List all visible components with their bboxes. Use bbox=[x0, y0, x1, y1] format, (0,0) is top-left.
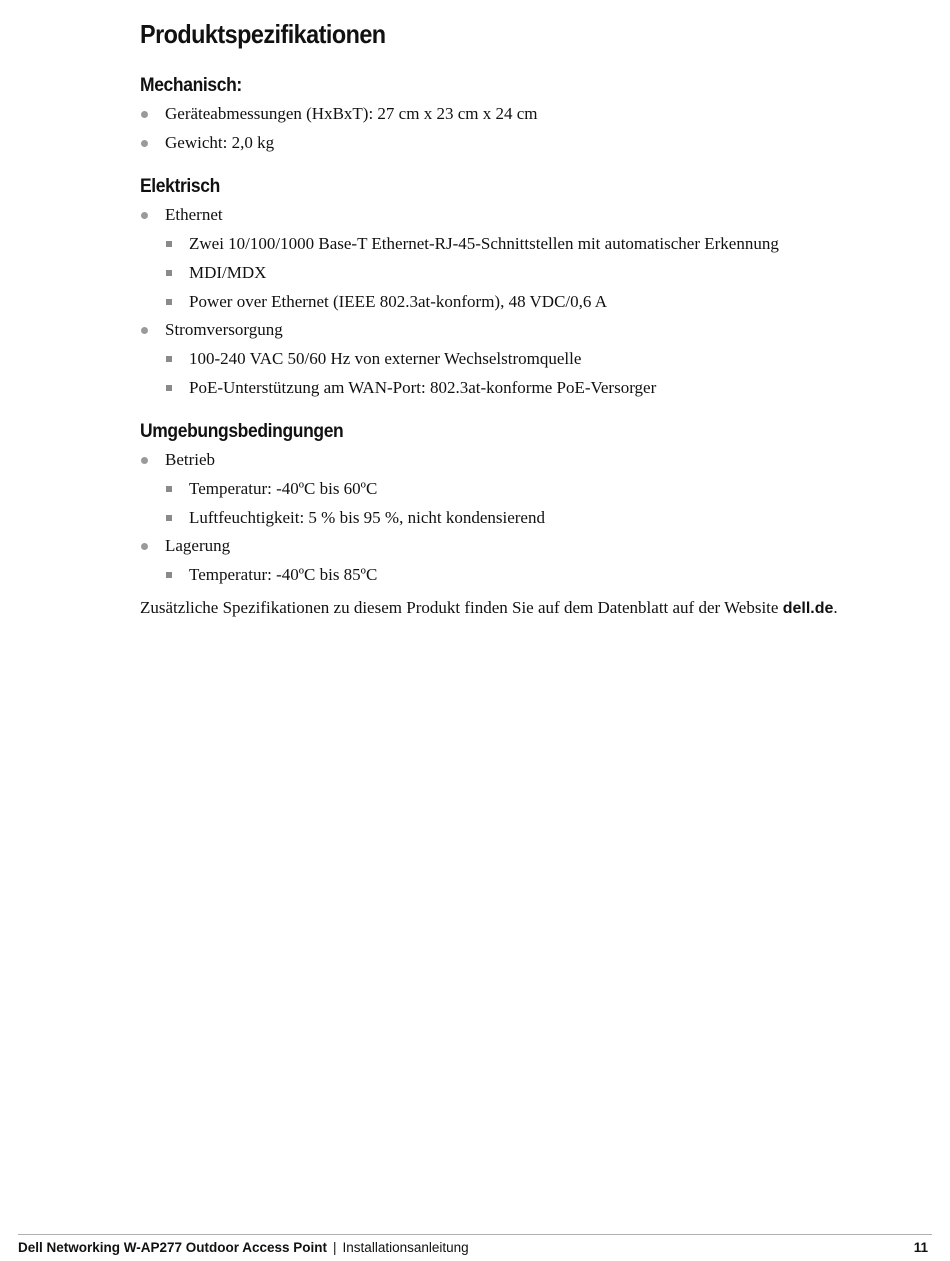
bullet-dot-icon bbox=[141, 327, 148, 334]
sub-list-item-text: Zwei 10/100/1000 Base-T Ethernet-RJ-45-Schnittstellen mit automatischer Erkennung bbox=[189, 234, 779, 254]
electrical-list bbox=[140, 201, 930, 402]
list-item-text: Lagerung bbox=[165, 536, 231, 556]
bullet-dot-icon bbox=[141, 457, 148, 464]
section-heading-mechanical: Mechanisch: bbox=[140, 75, 242, 96]
page-number: 11 bbox=[913, 1240, 928, 1255]
footer-left bbox=[18, 1236, 469, 1260]
sub-list-item-text: Power over Ethernet (IEEE 802.3at-konform), 48 VDC/0,6 A bbox=[189, 291, 607, 311]
bullet-square-icon bbox=[166, 385, 172, 391]
additional-specs-note bbox=[140, 594, 930, 623]
bullet-dot-icon bbox=[141, 212, 148, 219]
bullet-square-icon bbox=[166, 515, 172, 521]
footer-doc-title: Installationsanleitung bbox=[342, 1240, 469, 1255]
section-heading-environment: Umgebungsbedingungen bbox=[140, 421, 344, 443]
footer-separator: | bbox=[333, 1240, 337, 1255]
list-item-text: Gewicht: 2,0 kg bbox=[165, 132, 275, 152]
list-item bbox=[140, 129, 930, 158]
bullet-dot-icon bbox=[141, 140, 148, 147]
page-title: Produktspezifikationen bbox=[140, 19, 386, 49]
sub-list-item-text: PoE-Unterstützung am WAN-Port: 802.3at-konforme PoE-Versorger bbox=[189, 377, 657, 397]
list-item-text: Geräteabmessungen (HxBxT): 27 cm x 23 cm x 24 cm bbox=[165, 104, 538, 123]
list-item bbox=[140, 100, 930, 129]
sub-list-item bbox=[165, 259, 930, 288]
bullet-square-icon bbox=[166, 241, 172, 247]
sub-list-item-text: Temperatur: -40ºC bis 85ºC bbox=[189, 565, 378, 585]
sub-list-item-text: MDI/MDX bbox=[189, 262, 267, 282]
list-item-storage bbox=[140, 532, 930, 589]
sub-list-item bbox=[165, 561, 930, 590]
list-item-text: Betrieb bbox=[165, 450, 216, 470]
sub-list-item bbox=[165, 475, 930, 504]
list-item-ethernet bbox=[140, 201, 930, 316]
sub-list-item-text: Temperatur: -40ºC bis 60ºC bbox=[189, 479, 378, 499]
power-sublist bbox=[165, 345, 930, 402]
bullet-square-icon bbox=[166, 356, 172, 362]
footer-product-name: Dell Networking W-AP277 Outdoor Access Point bbox=[18, 1240, 328, 1255]
sub-list-item bbox=[165, 288, 930, 317]
note-text: Zusätzliche Spezifikationen zu diesem Produkt finden Sie auf dem Datenblatt auf der Website bbox=[140, 597, 783, 617]
section-heading-electrical: Elektrisch bbox=[140, 176, 220, 198]
ethernet-sublist bbox=[165, 230, 930, 316]
list-item-text: Ethernet bbox=[165, 205, 223, 225]
page-content bbox=[140, 14, 930, 623]
mechanical-list bbox=[140, 100, 930, 157]
bullet-square-icon bbox=[166, 270, 172, 276]
website-link[interactable]: dell.de bbox=[782, 599, 834, 617]
bullet-square-icon bbox=[166, 486, 172, 492]
list-item-operation bbox=[140, 446, 930, 532]
note-end: . bbox=[833, 597, 838, 617]
list-item-power bbox=[140, 316, 930, 402]
list-item-text: Stromversorgung bbox=[165, 320, 283, 340]
bullet-square-icon bbox=[166, 299, 172, 305]
sub-list-item-text: Luftfeuchtigkeit: 5 % bis 95 %, nicht kondensierend bbox=[189, 507, 545, 527]
operation-sublist bbox=[165, 475, 930, 532]
bullet-square-icon bbox=[166, 572, 172, 578]
environment-list bbox=[140, 446, 930, 590]
page-footer bbox=[18, 1234, 932, 1261]
bullet-dot-icon bbox=[141, 111, 148, 118]
sub-list-item bbox=[165, 345, 930, 374]
sub-list-item bbox=[165, 374, 930, 403]
bullet-dot-icon bbox=[141, 543, 148, 550]
storage-sublist bbox=[165, 561, 930, 590]
sub-list-item-text: 100-240 VAC 50/60 Hz von externer Wechselstromquelle bbox=[189, 348, 582, 368]
sub-list-item bbox=[165, 504, 930, 533]
sub-list-item bbox=[165, 230, 930, 259]
